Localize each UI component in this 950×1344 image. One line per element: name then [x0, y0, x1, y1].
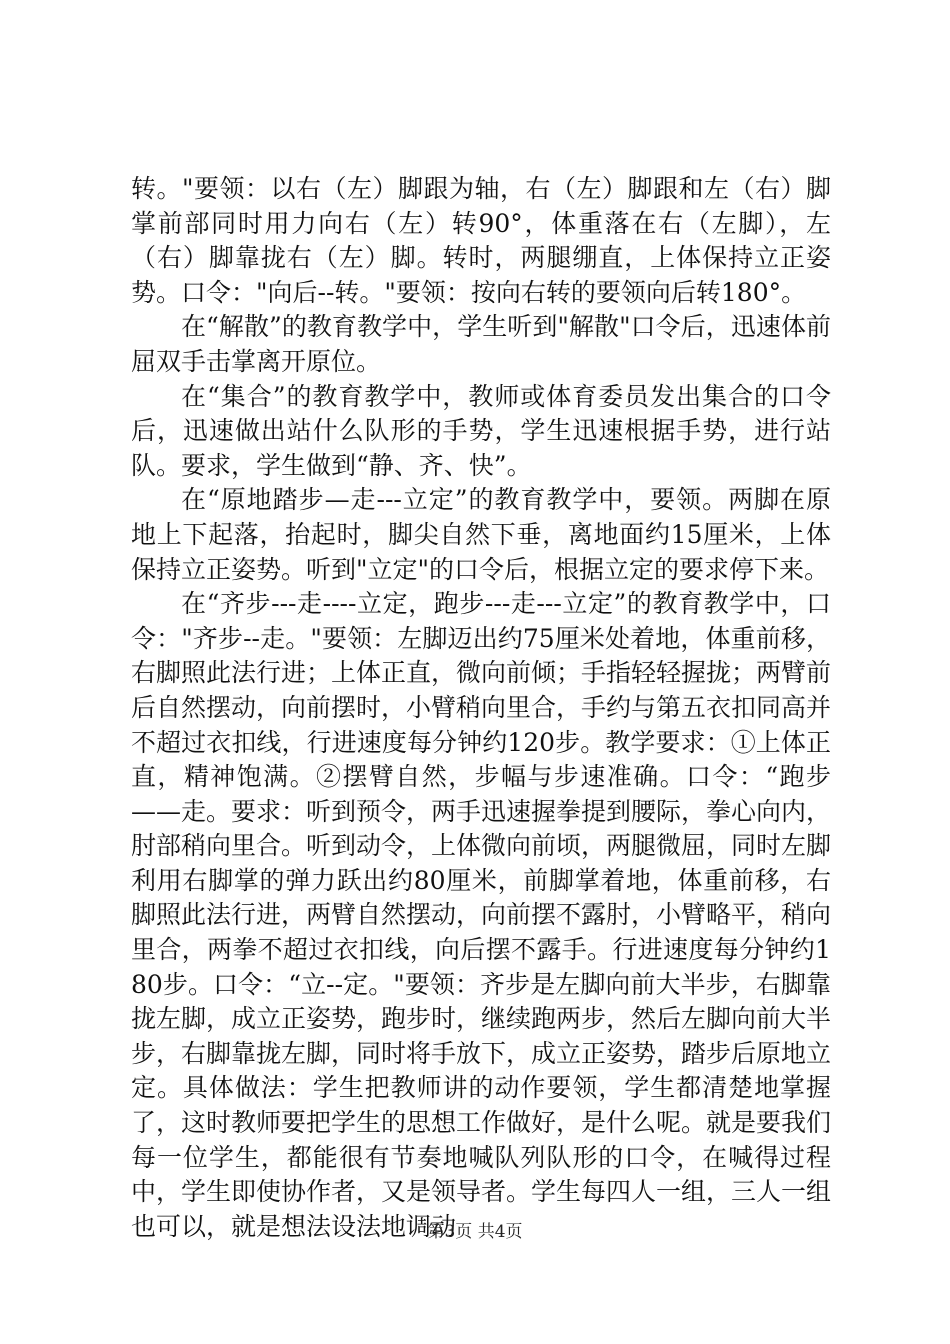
- paragraph-1: 转。"要领：以右（左）脚跟为轴，右（左）脚跟和左（右）脚掌前部同时用力向右（左）转90°，体重落在右（左脚），左（右）脚靠拢右（左）脚。转时，两腿绷直，上体保持立正姿势。口令："向后--转。"要领：按向右转的要领向后转180°。: [131, 174, 831, 307]
- document-body: [131, 172, 831, 1244]
- paragraph-5: 在“齐步---走----立定，跑步---走---立定”的教育教学中，口令："齐步--走。"要领：左脚迈出约75厘米处着地，体重前移，右脚照此法行进；上体正直，微向前倾；手指轻轻握拢；两臂前后自然摆动，向前摆时，小臂稍向里合，手约与第五衣扣同高并不超过衣扣线，行进速度每分钟约120步。教学要求：①上体正直，精神饱满。②摆臂自然，步幅与步速准确。口令：“跑步——走。要求：听到预令，两手迅速握拳提到腰际，拳心向内，肘部稍向里合。听到动令，上体微向前顷，两腿微屈，同时左脚利用右脚掌的弹力跃出约80厘米，前脚掌着地，体重前移，右脚照此法行进，两臂自然摆动，向前摆不露肘，小臂略平，稍向里合，两拳不超过衣扣线，向后摆不露手。行进速度每分钟约180步。口令：“立--定。"要领：齐步是左脚向前大半步，右脚靠拢左脚，成立正姿势，跑步时，继续跑两步，然后左脚向前大半步，右脚靠拢左脚，同时将手放下，成立正姿势，踏步后原地立定。具体做法：学生把教师讲的动作要领，学生都清楚地掌握了，这时教师要把学生的思想工作做好，是什么呢。就是要我们每一位学生，都能很有节奏地喊队列队形的口令，在喊得过程中，学生即使协作者，又是领导者。学生每四人一组，三人一组也可以，就是想法设法地调动: [131, 589, 832, 1241]
- paragraph-2: 在“解散”的教育教学中，学生听到"解散"口令后，迅速体前屈双手击掌离开原位。: [131, 312, 831, 376]
- paragraph-3: 在“集合”的教育教学中，教师或体育委员发出集合的口令后，迅速做出站什么队形的手势，学生迅速根据手势，进行站队。要求，学生做到“静、齐、快”。: [131, 381, 831, 480]
- page-number-footer: 第3页 共4页: [427, 1222, 523, 1242]
- paragraph-4: 在“原地踏步—走---立定”的教育教学中，要领。两脚在原地上下起落，抬起时，脚尖自然下垂，离地面约15厘米，上体保持立正姿势。听到"立定"的口令后，根据立定的要求停下来。: [131, 485, 831, 584]
